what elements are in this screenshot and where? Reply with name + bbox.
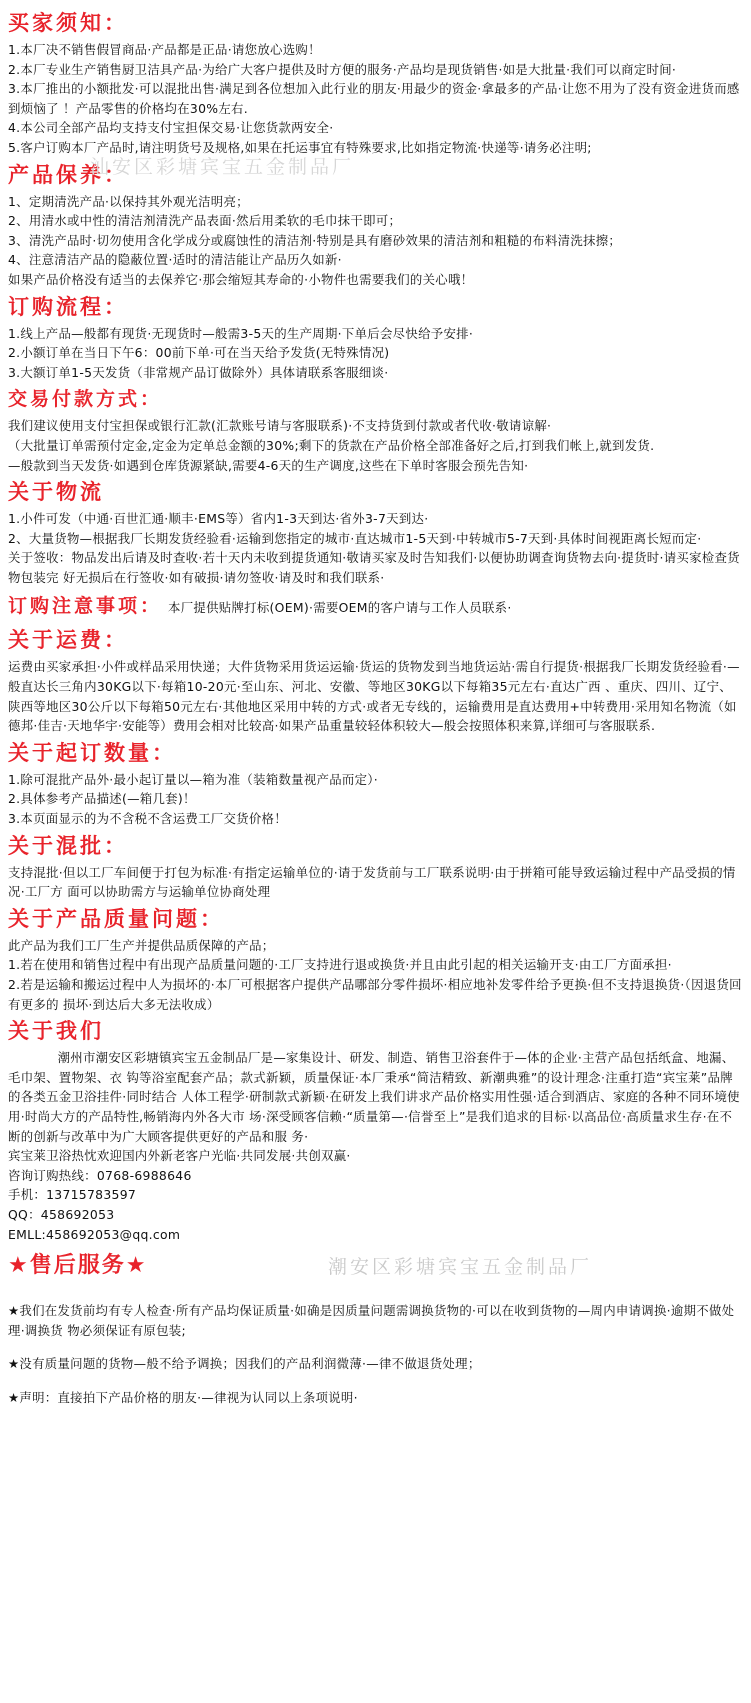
- quality-line: 此产品为我们工厂生产并提供品质保障的产品；: [8, 937, 275, 953]
- payment-line: —般款到当天发货·如遇到仓库货源紧缺,需要4-6天的生产调度,这些在下单时客服会预先告知·: [8, 457, 529, 473]
- care-line: 3、清洗产品时·切勿使用含化学成分或腐蚀性的清洁剂·特别是具有磨砂效果的清洁剂和粗糙的布料清洗抹擦；: [8, 232, 622, 248]
- logistics-line: 关于签收：物品发出后请及时查收·若十天内未收到提货通知·敬请买家及时告知我们·以便协助调查询货物去向·提货时·请买家检查货物包装完 好无损后在行签收·如有破损·请勿签收·请及时和我们联系·: [8, 550, 740, 585]
- care-line: 4、注意清洁产品的隐蔽位置·适时的清洁能让产品历久如新·: [8, 252, 342, 268]
- about-intro: 潮州市潮安区彩塘镇宾宝五金制品厂是—家集设计、研发、制造、销售卫浴套件于—体的企业·主营产品包括纸盒、地漏、毛巾架、置物架、衣 钩等浴室配套产品；款式新颖，质量保证·本厂秉承“简洁精致、新潮典雅”的设计理念·注重打造“宾宝莱”品牌的各类五金卫浴挂件·同时结合 人体工程学·研制款式新颖·在研发上我们讲求产品价格实用性强·适合到酒店、家庭的各种不同环境使用·时尚大方的产品特性,畅销海内外各大市 场·深受顾客信赖·“质量第—·信誉至上”是我们追求的目标·以高品位·高质量求生存·在不断的创新与改革中为广大顾客提供更好的产品和服 务·: [8, 1050, 740, 1144]
- contact-email: EMLL:458692053@qq.com: [8, 1226, 181, 1242]
- section-moq: [8, 740, 743, 829]
- aftersale-line: ★我们在发货前均有专人检查·所有产品均保证质量·如确是因质量问题需调换货物的·可以在收到货物的—周内申请调换·逾期不做处理·调换货 物必须保证有原包装;: [8, 1303, 735, 1338]
- section-title: ★售后服务★: [8, 1253, 148, 1279]
- watermark: 潮安区彩塘宾宝五金制品厂: [328, 1256, 593, 1279]
- section-title: 关于物流: [8, 480, 104, 505]
- contact-qq: QQ：458692053: [8, 1206, 115, 1222]
- order-line: 1.线上产品—般都有现货·无现货时—般需3-5天的生产周期·下单后会尽快给予安排·: [8, 325, 474, 341]
- notice-line: 3.本厂推出的小额批发·可以混批出售·满足到各位想加入此行业的朋友·用最少的资金·拿最多的产品·让您不用为了没有资金进货而感到烦恼了 ！产品零售的价格均在30%左右.: [8, 81, 740, 116]
- section-about-us: [8, 1018, 743, 1244]
- section-payment: [8, 386, 743, 475]
- section-mixed-batch: [8, 833, 743, 902]
- section-quality: [8, 906, 743, 1014]
- section-title: 产品保养：: [8, 162, 128, 187]
- section-order-process: [8, 294, 743, 383]
- moq-line: 1.除可混批产品外·最小起订量以—箱为准（装箱数量视产品而定）·: [8, 771, 379, 787]
- aftersale-line: ★声明：直接拍下产品价格的朋友·—律视为认同以上条项说明·: [8, 1389, 358, 1405]
- section-title: 交易付款方式：: [8, 388, 163, 411]
- logistics-line: 1.小件可发（中通·百世汇通·顺丰·EMS等）省内1-3天到达·省外3-7天到达·: [8, 511, 429, 527]
- order-line: 2.小额订单在当日下午6：00前下单·可在当天给予发货(无特殊情况): [8, 345, 390, 361]
- moq-line: 3.本页面显示的为不含税不含运费工厂交货价格！: [8, 811, 287, 827]
- notice-line: 4.本公司全部产品均支持支付宝担保交易·让您货款两安全·: [8, 120, 334, 136]
- section-buyer-notice: [8, 10, 743, 158]
- section-title: 关于起订数量：: [8, 740, 176, 765]
- mixed-line: 支持混批·但以工厂车间便于打包为标准·有指定运输单位的·请于发货前与工厂联系说明·由于拼箱可能导致运输过程中产品受损的情况·工厂方 面可以协助需方与运输单位协商处理: [8, 864, 736, 900]
- quality-line: 2.若是运输和搬运过程中人为损坏的·本厂可根据客户提供产品哪部分零件损坏·相应地补发零件给予更换·但不支持退换货·（因退货回有更多的 损坏·到达后大多无法收成）: [8, 977, 742, 1012]
- watermark-faint: 汕安区彩塘宾宝五金制品厂: [90, 156, 355, 178]
- quality-line: 1.若在使用和销售过程中有出现产品质量问题的·工厂支持进行退或换货·并且由此引起的相关运输开支·由工厂方面承担·: [8, 957, 672, 973]
- notice-line: 5.客户订购本厂产品时,请注明货号及规格,如果在托运事宜有特殊要求,比如指定物流·快递等·请务必注明;: [8, 139, 592, 155]
- aftersale-line: ★没有质量问题的货物—般不给予调换；因我们的产品利润微薄·—律不做退货处理；: [8, 1356, 481, 1372]
- oem-text: 本厂提供贴牌打标(OEM)·需要OEM的客户请与工作人员联系·: [168, 600, 512, 616]
- section-title: 订购流程：: [8, 294, 128, 319]
- section-logistics: [8, 479, 743, 587]
- section-title: 订购注意事项：: [8, 595, 163, 618]
- care-line: 1、定期清洗产品·以保持其外观光洁明亮；: [8, 193, 249, 209]
- section-after-sale: [8, 1248, 743, 1407]
- care-line: 2、用清水或中性的清洁剂清洗产品表面·然后用柔软的毛巾抹干即可；: [8, 213, 402, 229]
- freight-line: 运费由买家承担·小件或样品采用快递；大件货物采用货运运输·货运的货物发到当地货运站·需自行提货·根据我厂长期发货经验看·—般直达长三角内30KG以下·每箱10-20元·至山东、河北、安徽、等地区30KG以下每箱35元左右·直达广西 、重庆、四川、辽宁、陕西等地区30公斤以下每箱50元左右·其他地区采用中转的方式·或者无专线的，运输费用是直达费用+中转费用·采用知名物流（如德邦·佳吉·天地华宇·安能等）费用会相对比较高·如果产品重量较轻体积较大—般会按照体积来算,详细可与客服联系.: [8, 659, 740, 734]
- moq-line: 2.具体参考产品描述(—箱几套)！: [8, 791, 196, 807]
- section-product-care: [8, 162, 743, 290]
- care-line: 如果产品价格没有适当的去保养它·那会缩短其寿命的·小物件也需要我们的关心哦！: [8, 271, 474, 287]
- logistics-line: 2、大量货物—根据我厂长期发货经验看·运输到您指定的城市·直达城市1-5天到·中转城市5-7天到·具体时间视距离长短而定·: [8, 530, 702, 546]
- section-title: 关于我们: [8, 1019, 104, 1044]
- notice-line: 1.本厂决不销售假冒商品·产品都是正品·请您放心选购！: [8, 42, 321, 57]
- payment-line: 我们建议使用支付宝担保或银行汇款(汇款账号请与客服联系)·不支持货到付款或者代收·敬请谅解·: [8, 418, 552, 434]
- order-line: 3.大额订单1-5天发货（非常规产品订做除外）具体请联系客服细谈·: [8, 364, 389, 380]
- notice-line: 2.本厂专业生产销售厨卫洁具产品·为给广大客户提供及时方便的服务·产品均是现货销售·如是大批量·我们可以商定时间·: [8, 61, 677, 77]
- about-welcome: 宾宝莱卫浴热忱欢迎国内外新老客户光临·共同发展·共创双赢·: [8, 1148, 351, 1164]
- section-title: 买家须知：: [8, 11, 128, 35]
- contact-mobile: 手机：13715783597: [8, 1187, 137, 1203]
- section-title: 关于产品质量问题：: [8, 906, 224, 931]
- section-freight: [8, 627, 743, 735]
- section-title: 关于混批：: [8, 833, 128, 858]
- section-oem: [8, 591, 743, 623]
- section-title: 关于运费：: [8, 628, 128, 653]
- contact-hotline: 咨询订购热线：0768-6988646: [8, 1167, 192, 1183]
- payment-line: （大批量订单需预付定金,定金为定单总金额的30%;剩下的货款在产品价格全部准备好之后,打到我们帐上,就到发货.: [8, 437, 655, 453]
